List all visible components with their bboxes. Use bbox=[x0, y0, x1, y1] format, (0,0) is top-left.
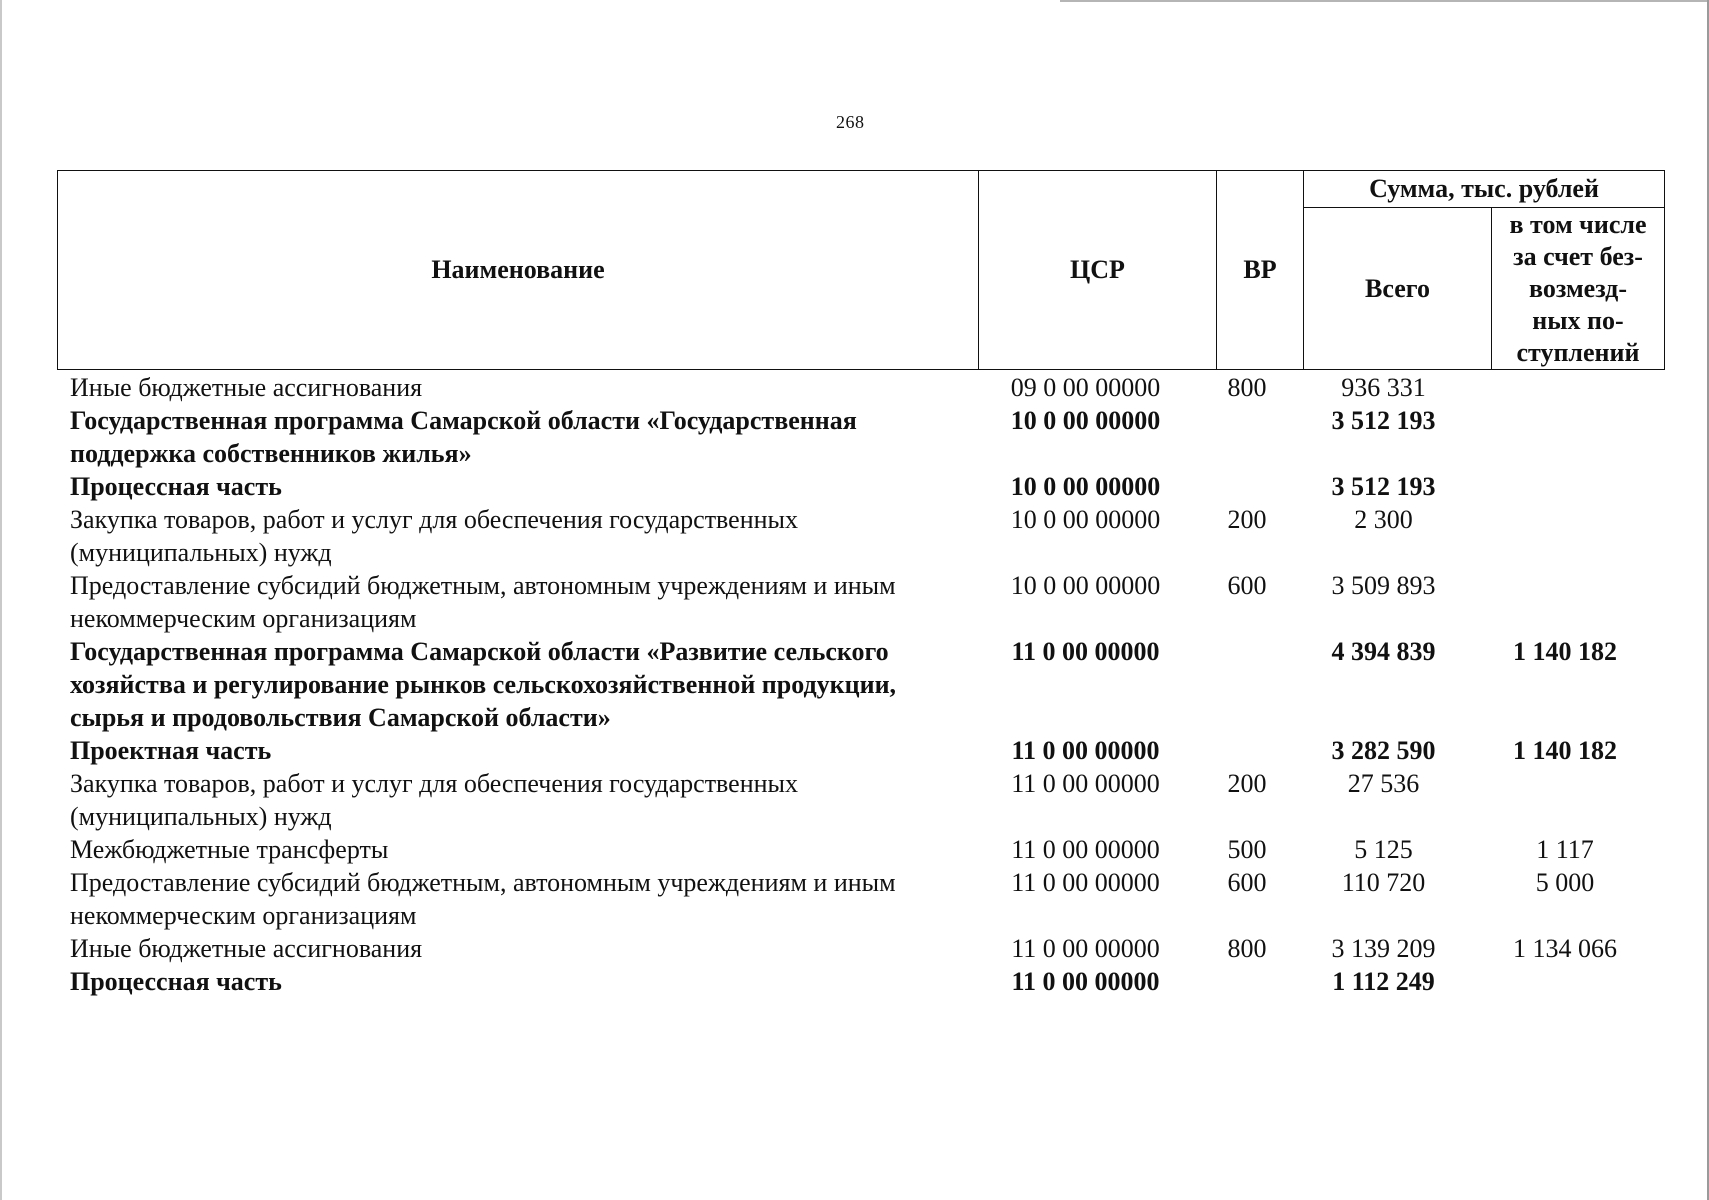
row-csr: 10 0 00 00000 bbox=[1010, 571, 1161, 600]
row-csr: 11 0 00 00000 bbox=[1011, 769, 1160, 798]
table-row bbox=[57, 371, 1662, 404]
table-row bbox=[57, 767, 1662, 833]
budget-table-header bbox=[57, 170, 1665, 370]
row-total: 5 125 bbox=[1354, 835, 1413, 864]
row-csr: 11 0 00 00000 bbox=[1011, 835, 1160, 864]
table-row bbox=[57, 569, 1662, 635]
row-csr: 10 0 00 00000 bbox=[1010, 472, 1161, 501]
table-row bbox=[57, 470, 1662, 503]
table-row bbox=[57, 404, 1662, 470]
row-vr: 600 bbox=[1227, 571, 1267, 600]
row-total: 1 112 249 bbox=[1332, 967, 1435, 996]
row-csr: 10 0 00 00000 bbox=[1010, 505, 1161, 534]
row-csr: 11 0 00 00000 bbox=[1011, 868, 1160, 897]
row-total: 936 331 bbox=[1341, 373, 1426, 402]
budget-table-body bbox=[57, 371, 1662, 998]
row-vr: 600 bbox=[1227, 868, 1267, 897]
row-csr: 11 0 00 00000 bbox=[1011, 967, 1160, 996]
header-sum-group: Сумма, тыс. рублей bbox=[1304, 171, 1665, 208]
row-name: Закупка товаров, работ и услуг для обеспечения государственных (муниципальных) нужд bbox=[70, 505, 799, 567]
row-grant: 1 134 066 bbox=[1513, 934, 1617, 963]
row-total: 3 512 193 bbox=[1331, 406, 1436, 435]
header-name: Наименование bbox=[58, 171, 979, 370]
header-total: Всего bbox=[1304, 208, 1492, 370]
row-total: 27 536 bbox=[1347, 769, 1420, 798]
row-name: Иные бюджетные ассигнования bbox=[70, 934, 423, 963]
header-grant-line: в том числе bbox=[1509, 209, 1647, 239]
row-name: Иные бюджетные ассигнования bbox=[70, 373, 423, 402]
row-name: Процессная часть bbox=[70, 472, 282, 501]
row-name: Государственная программа Самарской области «Государственная поддержка собственников жилья» bbox=[70, 406, 857, 468]
scan-edge-left bbox=[0, 0, 2, 1200]
row-vr: 200 bbox=[1227, 505, 1267, 534]
row-csr: 09 0 00 00000 bbox=[1010, 373, 1161, 402]
header-grant-line: возмезд- bbox=[1529, 273, 1627, 303]
row-grant: 1 117 bbox=[1536, 835, 1594, 864]
row-grant: 5 000 bbox=[1535, 868, 1595, 897]
row-total: 4 394 839 bbox=[1331, 637, 1436, 666]
header-csr: ЦСР bbox=[979, 171, 1217, 370]
table-row bbox=[57, 965, 1662, 998]
row-total: 3 282 590 bbox=[1331, 736, 1436, 765]
table-row bbox=[57, 503, 1662, 569]
header-grant-line: ступлений bbox=[1516, 337, 1640, 367]
row-vr: 200 bbox=[1227, 769, 1267, 798]
header-grant-line: ных по- bbox=[1532, 305, 1624, 335]
row-csr: 11 0 00 00000 bbox=[1011, 736, 1160, 765]
row-total: 110 720 bbox=[1341, 868, 1426, 897]
table-row bbox=[57, 635, 1662, 734]
row-grant: 1 140 182 bbox=[1513, 736, 1617, 765]
header-grant bbox=[1492, 208, 1665, 370]
table-row bbox=[57, 866, 1662, 932]
row-name: Процессная часть bbox=[70, 967, 282, 996]
table-row bbox=[57, 932, 1662, 965]
row-csr: 11 0 00 00000 bbox=[1011, 934, 1160, 963]
row-total: 3 139 209 bbox=[1331, 934, 1436, 963]
row-vr: 800 bbox=[1227, 373, 1267, 402]
row-total: 3 512 193 bbox=[1331, 472, 1436, 501]
row-csr: 11 0 00 00000 bbox=[1011, 637, 1160, 666]
row-total: 3 509 893 bbox=[1331, 571, 1436, 600]
row-name: Предоставление субсидий бюджетным, автономным учреждениям и иным некоммерческим организациям bbox=[70, 571, 896, 633]
scan-edge-top bbox=[1060, 0, 1709, 2]
page-number: 268 bbox=[836, 112, 865, 132]
row-grant: 1 140 182 bbox=[1513, 637, 1617, 666]
row-name: Проектная часть bbox=[70, 736, 272, 765]
row-name: Государственная программа Самарской области «Развитие сельского хозяйства и регулирование рынков сельскохозяйственной продукции, сырья и продовольствия Самарской области» bbox=[70, 637, 897, 732]
row-name: Предоставление субсидий бюджетным, автономным учреждениям и иным некоммерческим организациям bbox=[70, 868, 896, 930]
row-name: Межбюджетные трансферты bbox=[70, 835, 389, 864]
header-vr: ВР bbox=[1217, 171, 1304, 370]
row-total: 2 300 bbox=[1354, 505, 1413, 534]
row-vr: 500 bbox=[1227, 835, 1267, 864]
row-vr: 800 bbox=[1227, 934, 1267, 963]
table-row bbox=[57, 833, 1662, 866]
row-name: Закупка товаров, работ и услуг для обеспечения государственных (муниципальных) нужд bbox=[70, 769, 799, 831]
row-csr: 10 0 00 00000 bbox=[1010, 406, 1161, 435]
table-row bbox=[57, 734, 1662, 767]
header-grant-line: за счет без- bbox=[1513, 241, 1643, 271]
